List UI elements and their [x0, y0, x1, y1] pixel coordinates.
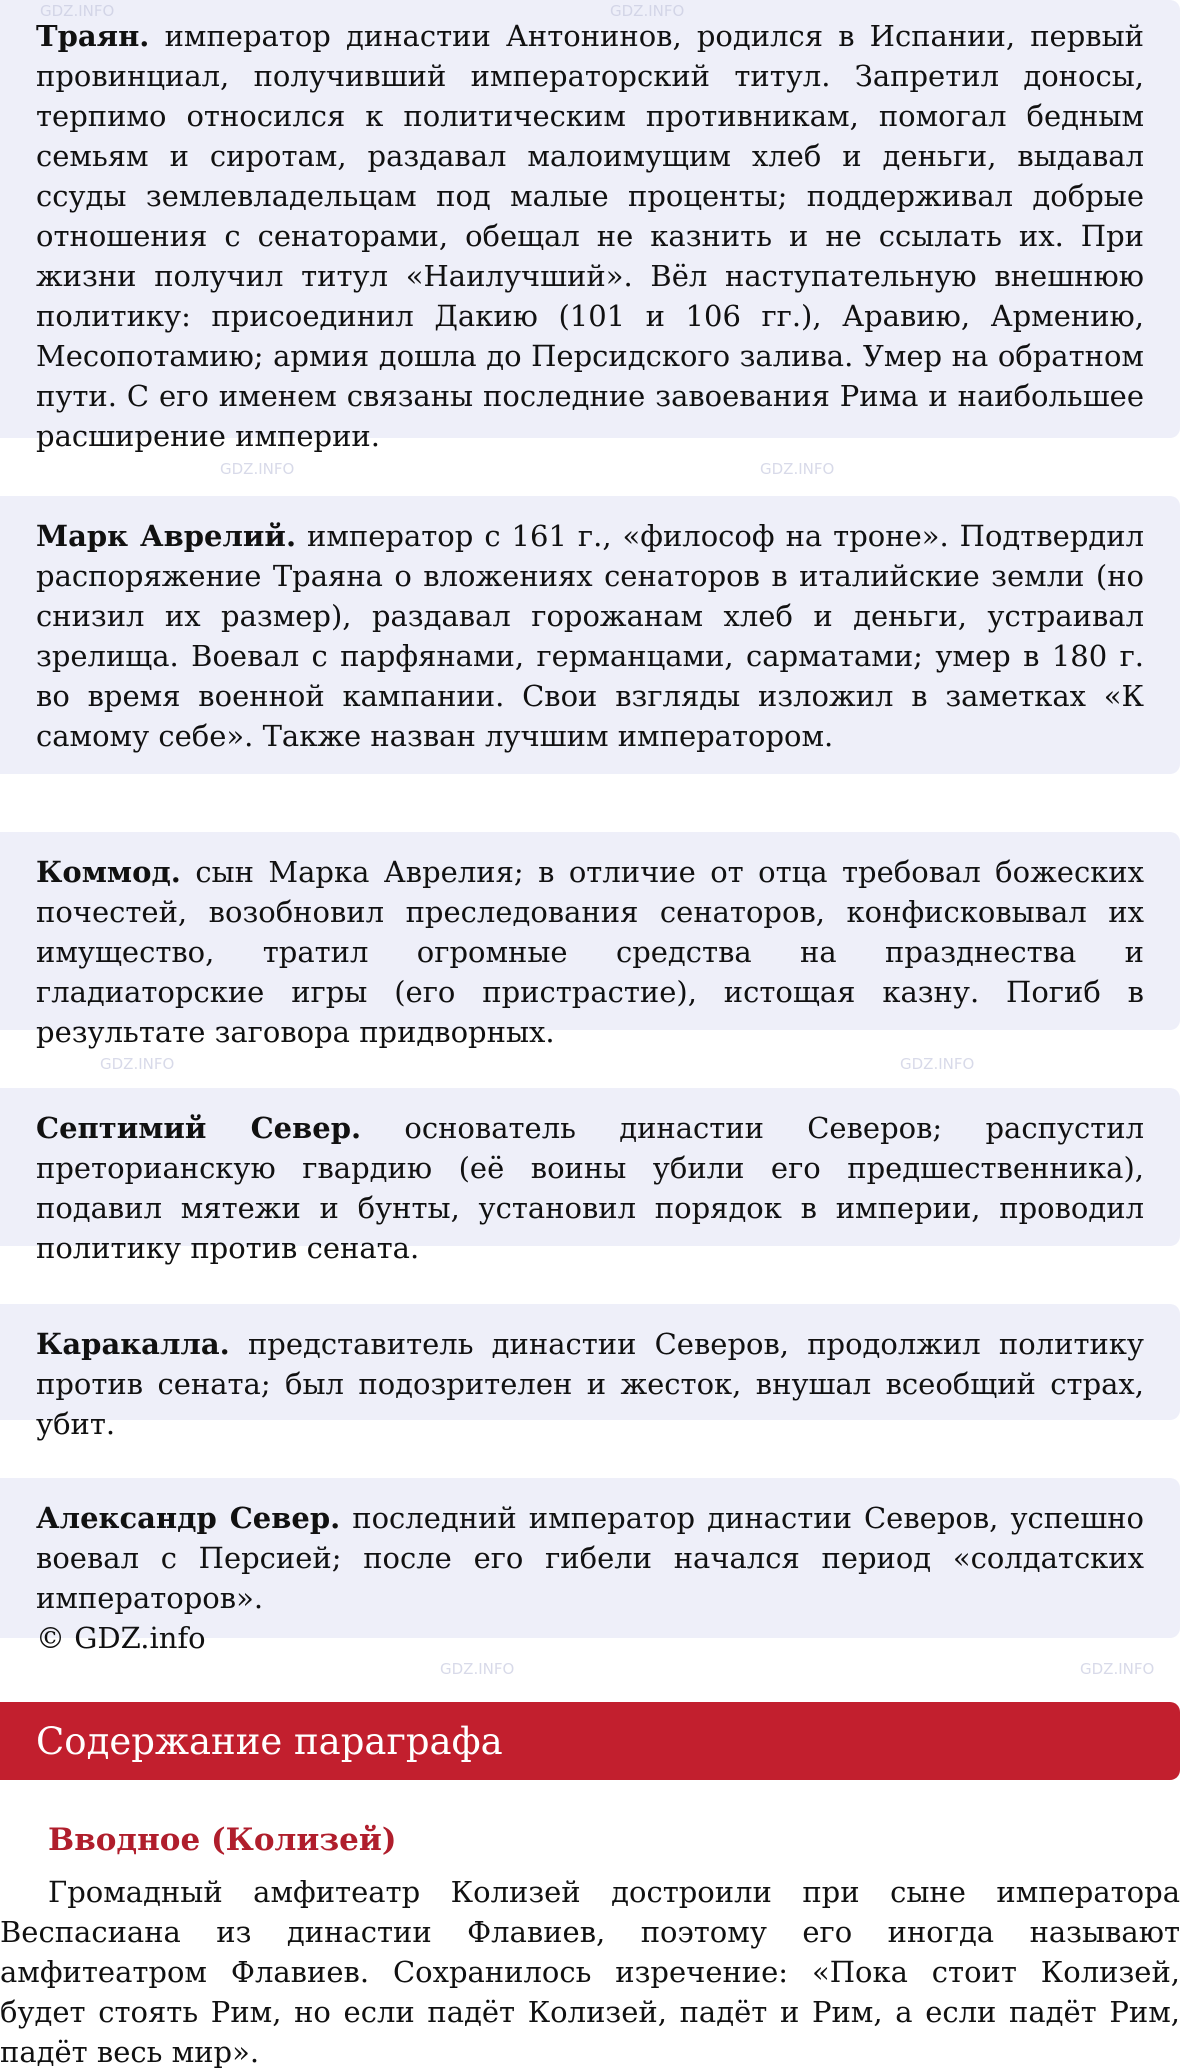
watermark: GDZ.INFO	[100, 1055, 175, 1073]
card-commodus-text	[36, 852, 1144, 1052]
card-commodus	[0, 832, 1180, 1049]
emperor-description-commodus: сын Марка Аврелия; в отличие от отца требовал божеских почестей, возобновил преследования сенаторов, конфисковывал их имущество, тратил огромные средства на празднества и гладиаторские игры (его пристрастие), истощая казну. Погиб в результате заговора придворных.	[36, 855, 1144, 1049]
section-title: Содержание параграфа	[36, 1719, 503, 1763]
card-marcus-text	[36, 516, 1144, 756]
emperor-description-trajan: император династии Антонинов, родился в Испании, первый провинциал, получивший императорский титул. Запретил доносы, терпимо относился к политическим противникам, помогал бедным семьям и сиротам, раздавал малоимущим хлеб и деньги, выдавал ссуды землевладельцам под малые проценты; поддерживал добрые отношения с сенаторами, обещал не казнить и не ссылать их. При жизни получил титул «Наилучший». Вёл наступательную внешнюю политику: присоединил Дакию (101 и 106 гг.), Аравию, Армению, Месопотамию; армия дошла до Персидского залива. Умер на обратном пути. С его именем связаны последние завоевания Рима и наибольшее расширение империи.	[36, 19, 1144, 453]
emperor-description-septimius-severus: основатель династии Северов; распустил преторианскую гвардию (её воины убили его предшественника), подавил мятежи и бунты, установил порядок в империи, проводил политику против сената.	[36, 1111, 1144, 1265]
watermark: GDZ.INFO	[1080, 1660, 1155, 1678]
card-alexander-severus	[0, 1478, 1180, 1655]
card-marcus-aurelius	[0, 496, 1180, 774]
watermark: GDZ.INFO	[40, 2, 115, 20]
emperor-description-alexander-severus: последний император династии Северов, успешно воевал с Персией; после его гибели начался период «солдатских императоров».	[36, 1501, 1145, 1615]
emperor-name-trajan: Траян.	[36, 19, 150, 53]
intro-paragraph: Громадный амфитеатр Колизей достроили при сыне императора Веспасиана из династии Флавиев, поэтому его иногда называют амфитеатром Флавиев. Сохранилось изречение: «Пока стоит Колизей, будет стоять Рим, но если падёт Колизей, падёт и Рим, а если падёт Рим, падёт весь мир».	[0, 1875, 1180, 2069]
emperor-name-caracalla: Каракалла.	[36, 1327, 230, 1361]
watermark: GDZ.INFO	[610, 2, 685, 20]
card-septimius-severus	[0, 1088, 1180, 1265]
card-alexander-text	[36, 1498, 1144, 1658]
emperor-name-marcus-aurelius: Марк Аврелий.	[36, 519, 297, 553]
emperor-description-caracalla: представитель династии Северов, продолжил политику против сената; был подозрителен и жесток, внушал всеобщий страх, убит.	[36, 1327, 1144, 1441]
emperor-name-alexander-severus: Александр Север.	[36, 1501, 341, 1535]
watermark: GDZ.INFO	[760, 460, 835, 478]
watermark: GDZ.INFO	[220, 460, 295, 478]
copyright-notice: © GDZ.info	[36, 1621, 206, 1655]
section-header	[0, 1702, 1180, 1780]
emperor-name-septimius-severus: Септимий Север.	[36, 1111, 362, 1145]
watermark: GDZ.INFO	[900, 1055, 975, 1073]
card-trajan	[0, 0, 1180, 453]
emperor-name-commodus: Коммод.	[36, 855, 181, 889]
card-trajan-text	[36, 16, 1144, 456]
subheading: Вводное (Колизей)	[48, 1822, 397, 1858]
card-severus-text	[36, 1108, 1144, 1268]
emperor-description-marcus-aurelius: император с 161 г., «философ на троне». Подтвердил распоряжение Траяна о вложениях сенаторов в италийские земли (но снизил их размер), раздавал горожанам хлеб и деньги, устраивал зрелища. Воевал с парфянами, германцами, сарматами; умер в 180 г. во время военной кампании. Свои взгляды изложил в заметках «К самому себе». Также назван лучшим императором.	[36, 519, 1144, 753]
card-caracalla	[0, 1304, 1180, 1441]
watermark: GDZ.INFO	[440, 1660, 515, 1678]
card-caracalla-text	[36, 1324, 1144, 1444]
